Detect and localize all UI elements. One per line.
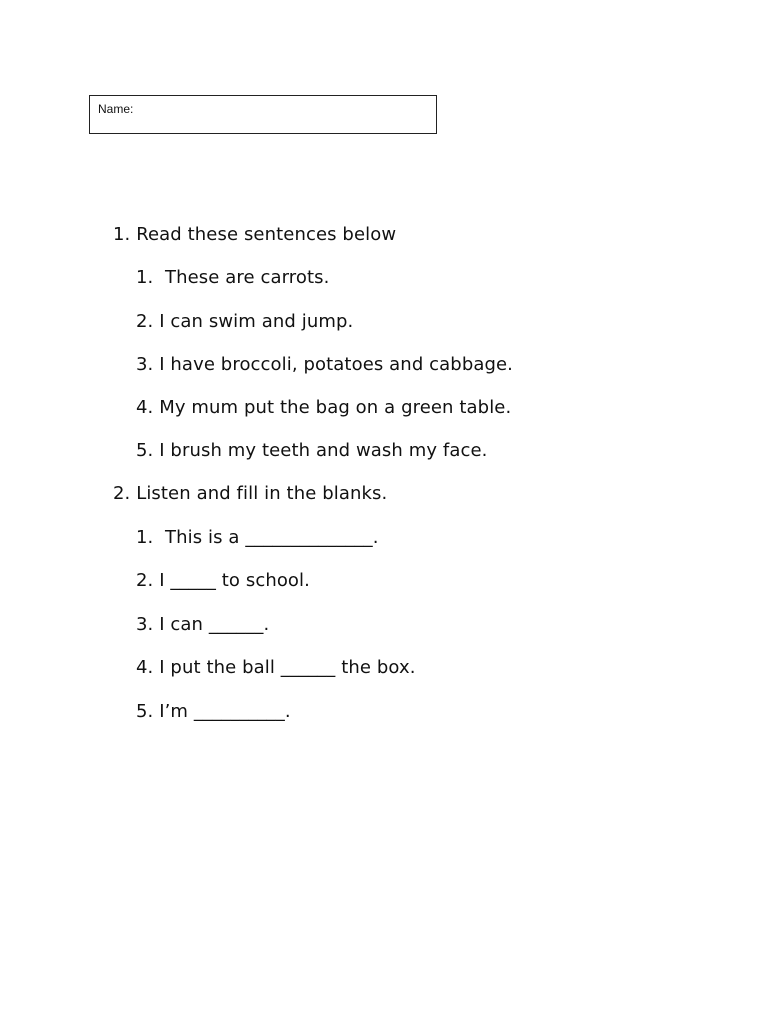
fill-blank-item: 2. I _____ to school. [136, 570, 310, 591]
fill-blank-item: 4. I put the ball ______ the box. [136, 657, 416, 678]
fill-blank-item: 5. I’m __________. [136, 701, 291, 722]
fill-blank-item: 3. I can ______. [136, 614, 270, 635]
sentence-item: 2. I can swim and jump. [136, 311, 354, 332]
sentence-item: 5. I brush my teeth and wash my face. [136, 440, 488, 461]
name-label: Name: [98, 102, 134, 116]
sentence-item: 4. My mum put the bag on a green table. [136, 397, 512, 418]
question-2-heading: 2. Listen and fill in the blanks. [113, 483, 388, 504]
name-field[interactable] [89, 95, 437, 134]
sentence-item: 3. I have broccoli, potatoes and cabbage. [136, 354, 513, 375]
fill-blank-item: 1. This is a ______________. [136, 527, 379, 548]
question-1-heading: 1. Read these sentences below [113, 224, 397, 245]
sentence-item: 1. These are carrots. [136, 267, 330, 288]
